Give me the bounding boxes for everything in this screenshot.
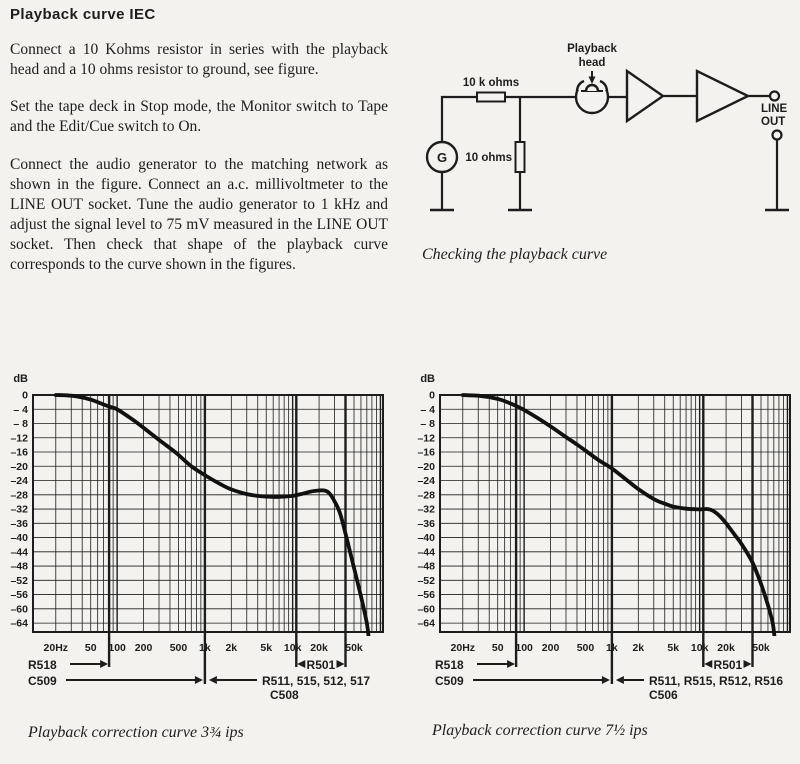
x-tick-label: 500 bbox=[576, 642, 595, 654]
y-tick-label: –40 bbox=[10, 532, 28, 545]
x-tick-label: 2k bbox=[632, 642, 645, 654]
y-tick-label: –28 bbox=[417, 489, 435, 502]
x-tick-label: 20k bbox=[717, 642, 735, 654]
paragraph-connect-resistor: Connect a 10 Kohms resistor in series with the playback head and a 10 ohms resistor to ground, see figure. bbox=[10, 41, 388, 79]
series-resistor-symbol bbox=[477, 93, 505, 102]
paragraph-set-deck: Set the tape deck in Stop mode, the Monitor switch to Tape and the Edit/Cue switch to On. bbox=[10, 98, 388, 136]
y-tick-label: –44 bbox=[10, 546, 28, 559]
x-tick-label: 1k bbox=[199, 642, 211, 654]
shunt-resistor-symbol bbox=[516, 142, 525, 172]
capacitor-label: C506 bbox=[649, 688, 678, 702]
lineout-terminal-top bbox=[770, 92, 779, 101]
component-annotations bbox=[28, 658, 370, 702]
y-tick-label: –56 bbox=[417, 589, 435, 602]
resistor-list-label: R511, 515, 512, 517 bbox=[262, 674, 371, 688]
x-tick-label: 50k bbox=[752, 642, 770, 654]
x-tick-label: 200 bbox=[134, 642, 153, 654]
c509-arrowhead-icon bbox=[195, 676, 203, 684]
x-tick-label: 200 bbox=[541, 642, 560, 654]
shunt-resistor-label: 10 ohms bbox=[465, 152, 512, 164]
r518-arrowhead-icon bbox=[100, 660, 108, 668]
amplifier1-symbol bbox=[627, 71, 663, 121]
generator-label: G bbox=[436, 150, 448, 165]
circuit-caption: Checking the playback curve bbox=[422, 246, 608, 263]
r501-label: R501 bbox=[306, 658, 336, 672]
response-curve bbox=[463, 395, 775, 641]
r501-right-arrowhead-icon bbox=[743, 660, 751, 668]
grid-vertical bbox=[463, 395, 788, 632]
plot-frame bbox=[33, 395, 383, 632]
resistor-list-label: R511, R515, R512, R516 bbox=[649, 674, 784, 688]
x-tick-labels bbox=[451, 642, 770, 654]
y-tick-label: –48 bbox=[10, 560, 28, 573]
response-curve bbox=[56, 395, 369, 641]
y-tick-label: –24 bbox=[10, 475, 28, 488]
y-tick-label: – 4 bbox=[13, 403, 28, 416]
x-tick-label: 50 bbox=[491, 642, 504, 654]
y-tick-label: –16 bbox=[417, 446, 435, 459]
x-tick-label: 10k bbox=[690, 642, 709, 654]
x-tick-label: 1k bbox=[606, 642, 618, 654]
circuit-diagram bbox=[400, 20, 800, 265]
lineout-label-line2: OUT bbox=[761, 116, 786, 128]
r518-arrowhead-icon bbox=[507, 660, 515, 668]
x-tick-label: 20Hz bbox=[43, 642, 69, 654]
y-tick-label: –32 bbox=[10, 503, 28, 516]
r518-label: R518 bbox=[435, 658, 464, 672]
y-tick-labels bbox=[10, 390, 28, 630]
r501-left-arrowhead-icon bbox=[704, 660, 712, 668]
y-tick-label: –12 bbox=[10, 432, 28, 445]
y-tick-label: 0 bbox=[22, 389, 28, 402]
lineout-terminal-bottom bbox=[773, 131, 782, 140]
series-resistor-label: 10 k ohms bbox=[462, 77, 520, 89]
paragraph-connect-generator: Connect the audio generator to the matching network as shown in the figure. Connect an a.c. millivoltmeter to the LINE OUT socket. Tune the audio generator to 1 kHz and adjust the signal level to 75 mV measured in the LINE OUT socket. Then check that shape of the playback curve corresponds to the curve shown in the figures. bbox=[10, 155, 388, 274]
grid-horizontal bbox=[33, 409, 383, 623]
y-tick-label: –16 bbox=[10, 446, 28, 459]
playback-correction-chart-3-3-4-ips bbox=[0, 370, 393, 710]
x-tick-label: 20k bbox=[310, 642, 328, 654]
amplifier2-symbol bbox=[697, 71, 748, 121]
y-tick-label: 0 bbox=[429, 389, 435, 402]
y-tick-label: –40 bbox=[417, 532, 435, 545]
r511-arrowhead-icon bbox=[209, 676, 217, 684]
marker-lines bbox=[109, 395, 345, 684]
y-axis-title: dB bbox=[13, 373, 28, 385]
page-title: Playback curve IEC bbox=[10, 6, 156, 23]
component-annotations bbox=[435, 658, 783, 702]
capacitor-label: C508 bbox=[270, 688, 299, 702]
plot-frame bbox=[440, 395, 790, 632]
y-axis-title: dB bbox=[420, 373, 435, 385]
y-tick-label: –12 bbox=[417, 432, 435, 445]
y-tick-label: –60 bbox=[417, 603, 435, 616]
y-tick-label: –64 bbox=[10, 617, 28, 630]
r518-label: R518 bbox=[28, 658, 57, 672]
x-tick-label: 5k bbox=[260, 642, 273, 654]
x-tick-label: 500 bbox=[169, 642, 188, 654]
head-label-line2: head bbox=[578, 57, 606, 69]
x-tick-label: 50k bbox=[345, 642, 363, 654]
y-tick-label: –36 bbox=[10, 517, 28, 530]
lineout-label-line1: LINE bbox=[761, 103, 788, 115]
y-tick-labels bbox=[417, 390, 435, 630]
y-tick-label: –28 bbox=[10, 489, 28, 502]
y-tick-label: –44 bbox=[417, 546, 435, 559]
x-tick-label: 100 bbox=[515, 642, 533, 654]
marker-lines bbox=[516, 395, 752, 684]
y-tick-label: –20 bbox=[417, 460, 435, 473]
y-tick-label: –20 bbox=[10, 460, 28, 473]
x-tick-label: 100 bbox=[108, 642, 126, 654]
c509-label: C509 bbox=[28, 674, 57, 688]
grid-vertical bbox=[56, 395, 381, 632]
y-tick-label: – 8 bbox=[420, 418, 435, 431]
x-tick-label: 5k bbox=[667, 642, 680, 654]
y-tick-label: –32 bbox=[417, 503, 435, 516]
y-tick-label: – 8 bbox=[13, 418, 28, 431]
x-tick-labels bbox=[44, 642, 363, 654]
r511-arrowhead-icon bbox=[616, 676, 624, 684]
wire-generator-to-resistor bbox=[442, 97, 477, 142]
r501-left-arrowhead-icon bbox=[297, 660, 305, 668]
y-tick-label: – 4 bbox=[420, 403, 435, 416]
y-tick-label: –64 bbox=[417, 617, 435, 630]
r501-right-arrowhead-icon bbox=[336, 660, 344, 668]
x-tick-label: 50 bbox=[84, 642, 97, 654]
playback-correction-chart-7-1-2-ips bbox=[407, 370, 800, 710]
y-tick-label: –56 bbox=[10, 589, 28, 602]
y-tick-label: –60 bbox=[10, 603, 28, 616]
head-label-line1: Playback bbox=[567, 43, 617, 55]
r501-label: R501 bbox=[713, 658, 743, 672]
y-tick-label: –36 bbox=[417, 517, 435, 530]
y-tick-label: –24 bbox=[417, 475, 435, 488]
chart-caption-3-3-4-ips: Playback correction curve 3¾ ips bbox=[28, 724, 244, 741]
x-tick-label: 20Hz bbox=[450, 642, 476, 654]
y-tick-label: –48 bbox=[417, 560, 435, 573]
x-tick-label: 10k bbox=[283, 642, 302, 654]
x-tick-label: 2k bbox=[225, 642, 238, 654]
instruction-text bbox=[10, 40, 388, 292]
c509-label: C509 bbox=[435, 674, 464, 688]
grid-horizontal bbox=[440, 409, 790, 623]
y-tick-label: –52 bbox=[10, 574, 28, 587]
c509-arrowhead-icon bbox=[602, 676, 610, 684]
y-tick-label: –52 bbox=[417, 574, 435, 587]
chart-caption-7-1-2-ips: Playback correction curve 7½ ips bbox=[432, 722, 648, 739]
